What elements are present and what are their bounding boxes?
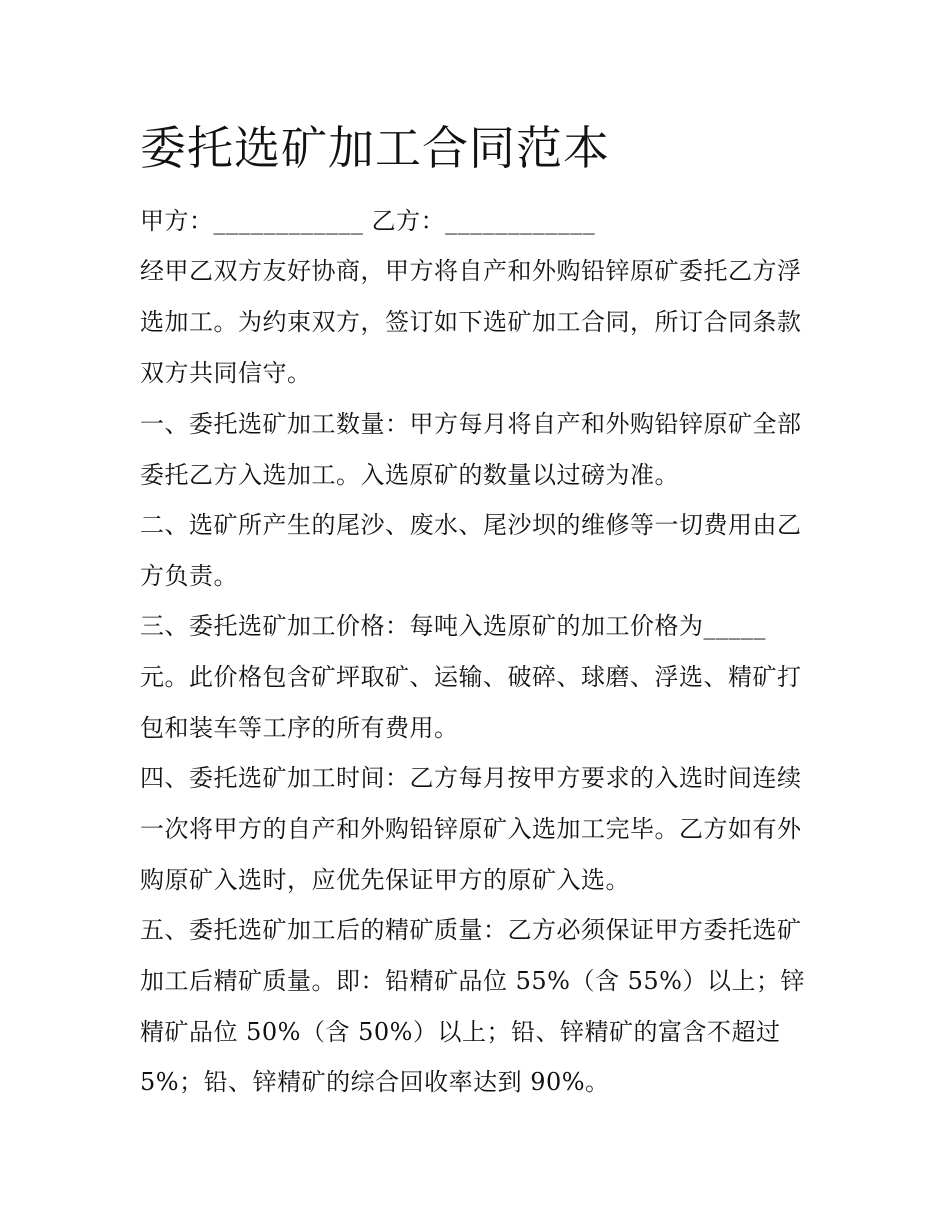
party-line: 甲方：____________ 乙方：____________ (140, 207, 596, 235)
clause-line: 包和装车等工序的所有费用。 (140, 714, 459, 742)
paragraph-line: 双方共同信守。 (140, 359, 312, 387)
document-title: 委托选矿加工合同范本 (140, 121, 610, 175)
clause-line: 购原矿入选时，应优先保证甲方的原矿入选。 (140, 866, 630, 894)
paragraph-line: 经甲乙双方友好协商，甲方将自产和外购铅锌原矿委托乙方浮 (140, 257, 802, 285)
clause-line: 一次将甲方的自产和外购铅锌原矿入选加工完毕。乙方如有外 (140, 815, 802, 843)
clause-line: 三、委托选矿加工价格：每吨入选原矿的加工价格为_____ (140, 612, 766, 640)
clause-line: 精矿品位 50%（含 50%）以上；铅、锌精矿的富含不超过 (140, 1018, 781, 1046)
clause-line: 一、委托选矿加工数量：甲方每月将自产和外购铅锌原矿全部 (140, 410, 802, 438)
clause-line: 委托乙方入选加工。入选原矿的数量以过磅为准。 (140, 461, 679, 489)
clause-line: 五、委托选矿加工后的精矿质量：乙方必须保证甲方委托选矿 (140, 916, 802, 944)
clause-line: 加工后精矿质量。即：铅精矿品位 55%（含 55%）以上；锌 (140, 967, 805, 995)
clause-line: 5%；铅、锌精矿的综合回收率达到 90%。 (140, 1068, 610, 1096)
clause-line: 四、委托选矿加工时间：乙方每月按甲方要求的入选时间连续 (140, 764, 802, 792)
clause-line: 元。此价格包含矿坪取矿、运输、破碎、球磨、浮选、精矿打 (140, 663, 802, 691)
clause-line: 二、选矿所产生的尾沙、废水、尾沙坝的维修等一切费用由乙 (140, 511, 802, 539)
clause-line: 方负责。 (140, 562, 238, 590)
paragraph-line: 选加工。为约束双方，签订如下选矿加工合同，所订合同条款 (140, 308, 802, 336)
